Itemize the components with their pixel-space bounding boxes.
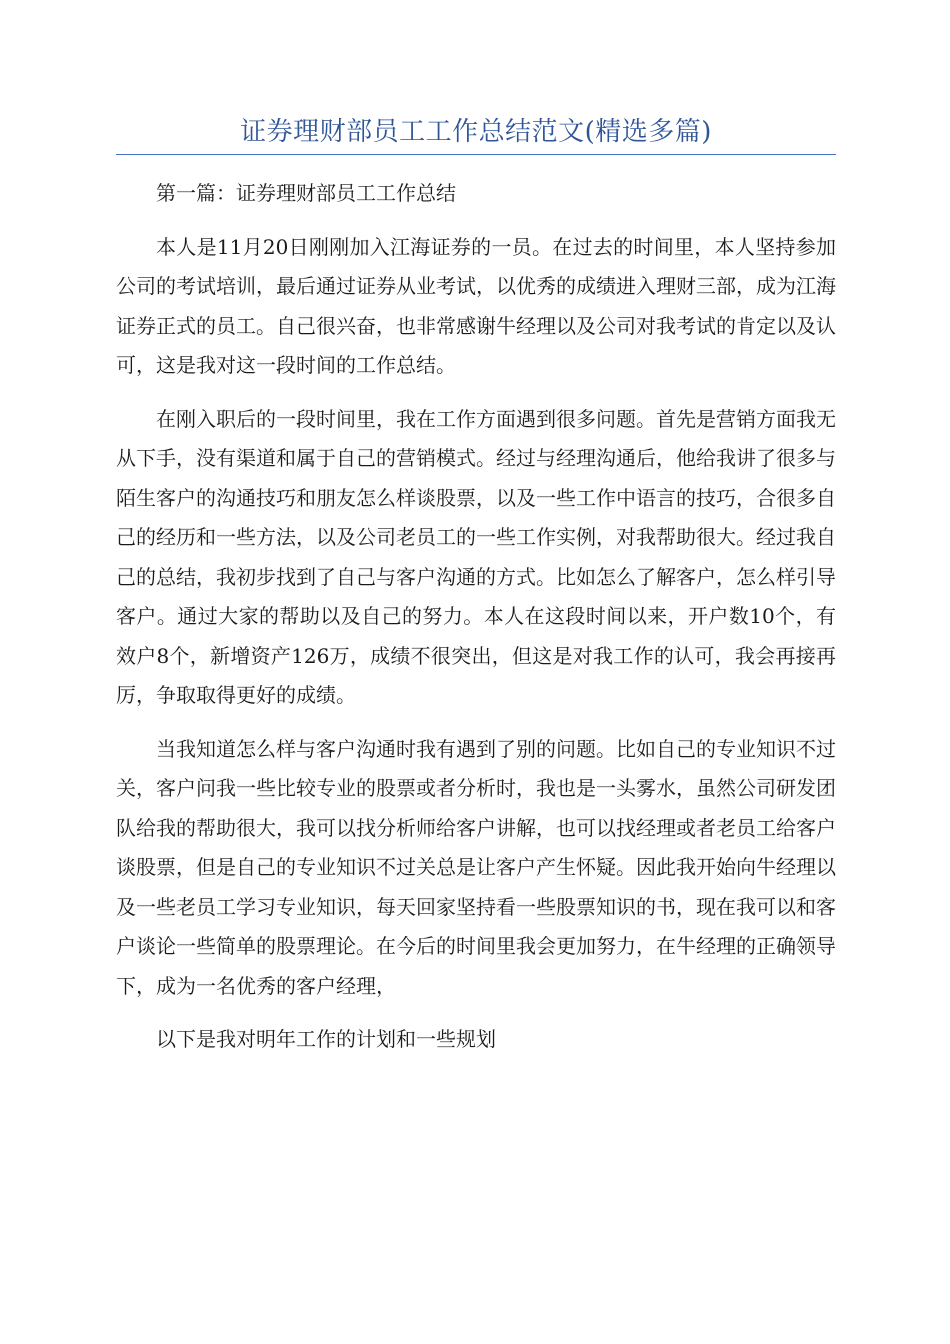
document-body xyxy=(116,174,836,1074)
document-title: 证券理财部员工工作总结范文(精选多篇) xyxy=(240,117,712,147)
paragraph: 在刚入职后的一段时间里，我在工作方面遇到很多问题。首先是营销方面我无从下手，没有渠道和属于自己的营销模式。经过与经理沟通后，他给我讲了很多与陌生客户的沟通技巧和朋友怎么样谈股票，以及一些工作中语言的技巧，合很多自己的经历和一些方法，以及公司老员工的一些工作实例，对我帮助很大。经过我自己的总结，我初步找到了自己与客户沟通的方式。比如怎么了解客户，怎么样引导客户。通过大家的帮助以及自己的努力。本人在这段时间以来，开户数10个，有效户8个，新增资产126万，成绩不很突出，但这是对我工作的认可，我会再接再厉，争取取得更好的成绩。 xyxy=(116,406,836,707)
paragraph: 当我知道怎么样与客户沟通时我有遇到了别的问题。比如自己的专业知识不过关，客户问我一些比较专业的股票或者分析时，我也是一头雾水，虽然公司研发团队给我的帮助很大，我可以找分析师给客户讲解，也可以找经理或者老员工给客户谈股票，但是自己的专业知识不过关总是让客户产生怀疑。因此我开始向牛经理以及一些老员工学习专业知识，每天回家坚持看一些股票知识的书，现在我可以和客户谈论一些简单的股票理论。在今后的时间里我会更加努力，在牛经理的正确领导下，成为一名优秀的客户经理， xyxy=(116,736,836,998)
section-heading: 第一篇：证券理财部员工工作总结 xyxy=(156,181,456,205)
title-underline xyxy=(116,154,836,155)
paragraph: 本人是11月20日刚刚加入江海证券的一员。在过去的时间里，本人坚持参加公司的考试培训，最后通过证券从业考试，以优秀的成绩进入理财三部，成为江海证券正式的员工。自己很兴奋，也非常感谢牛经理以及公司对我考试的肯定以及认可，这是我对这一段时间的工作总结。 xyxy=(116,234,836,377)
paragraph: 以下是我对明年工作的计划和一些规划 xyxy=(156,1027,496,1051)
